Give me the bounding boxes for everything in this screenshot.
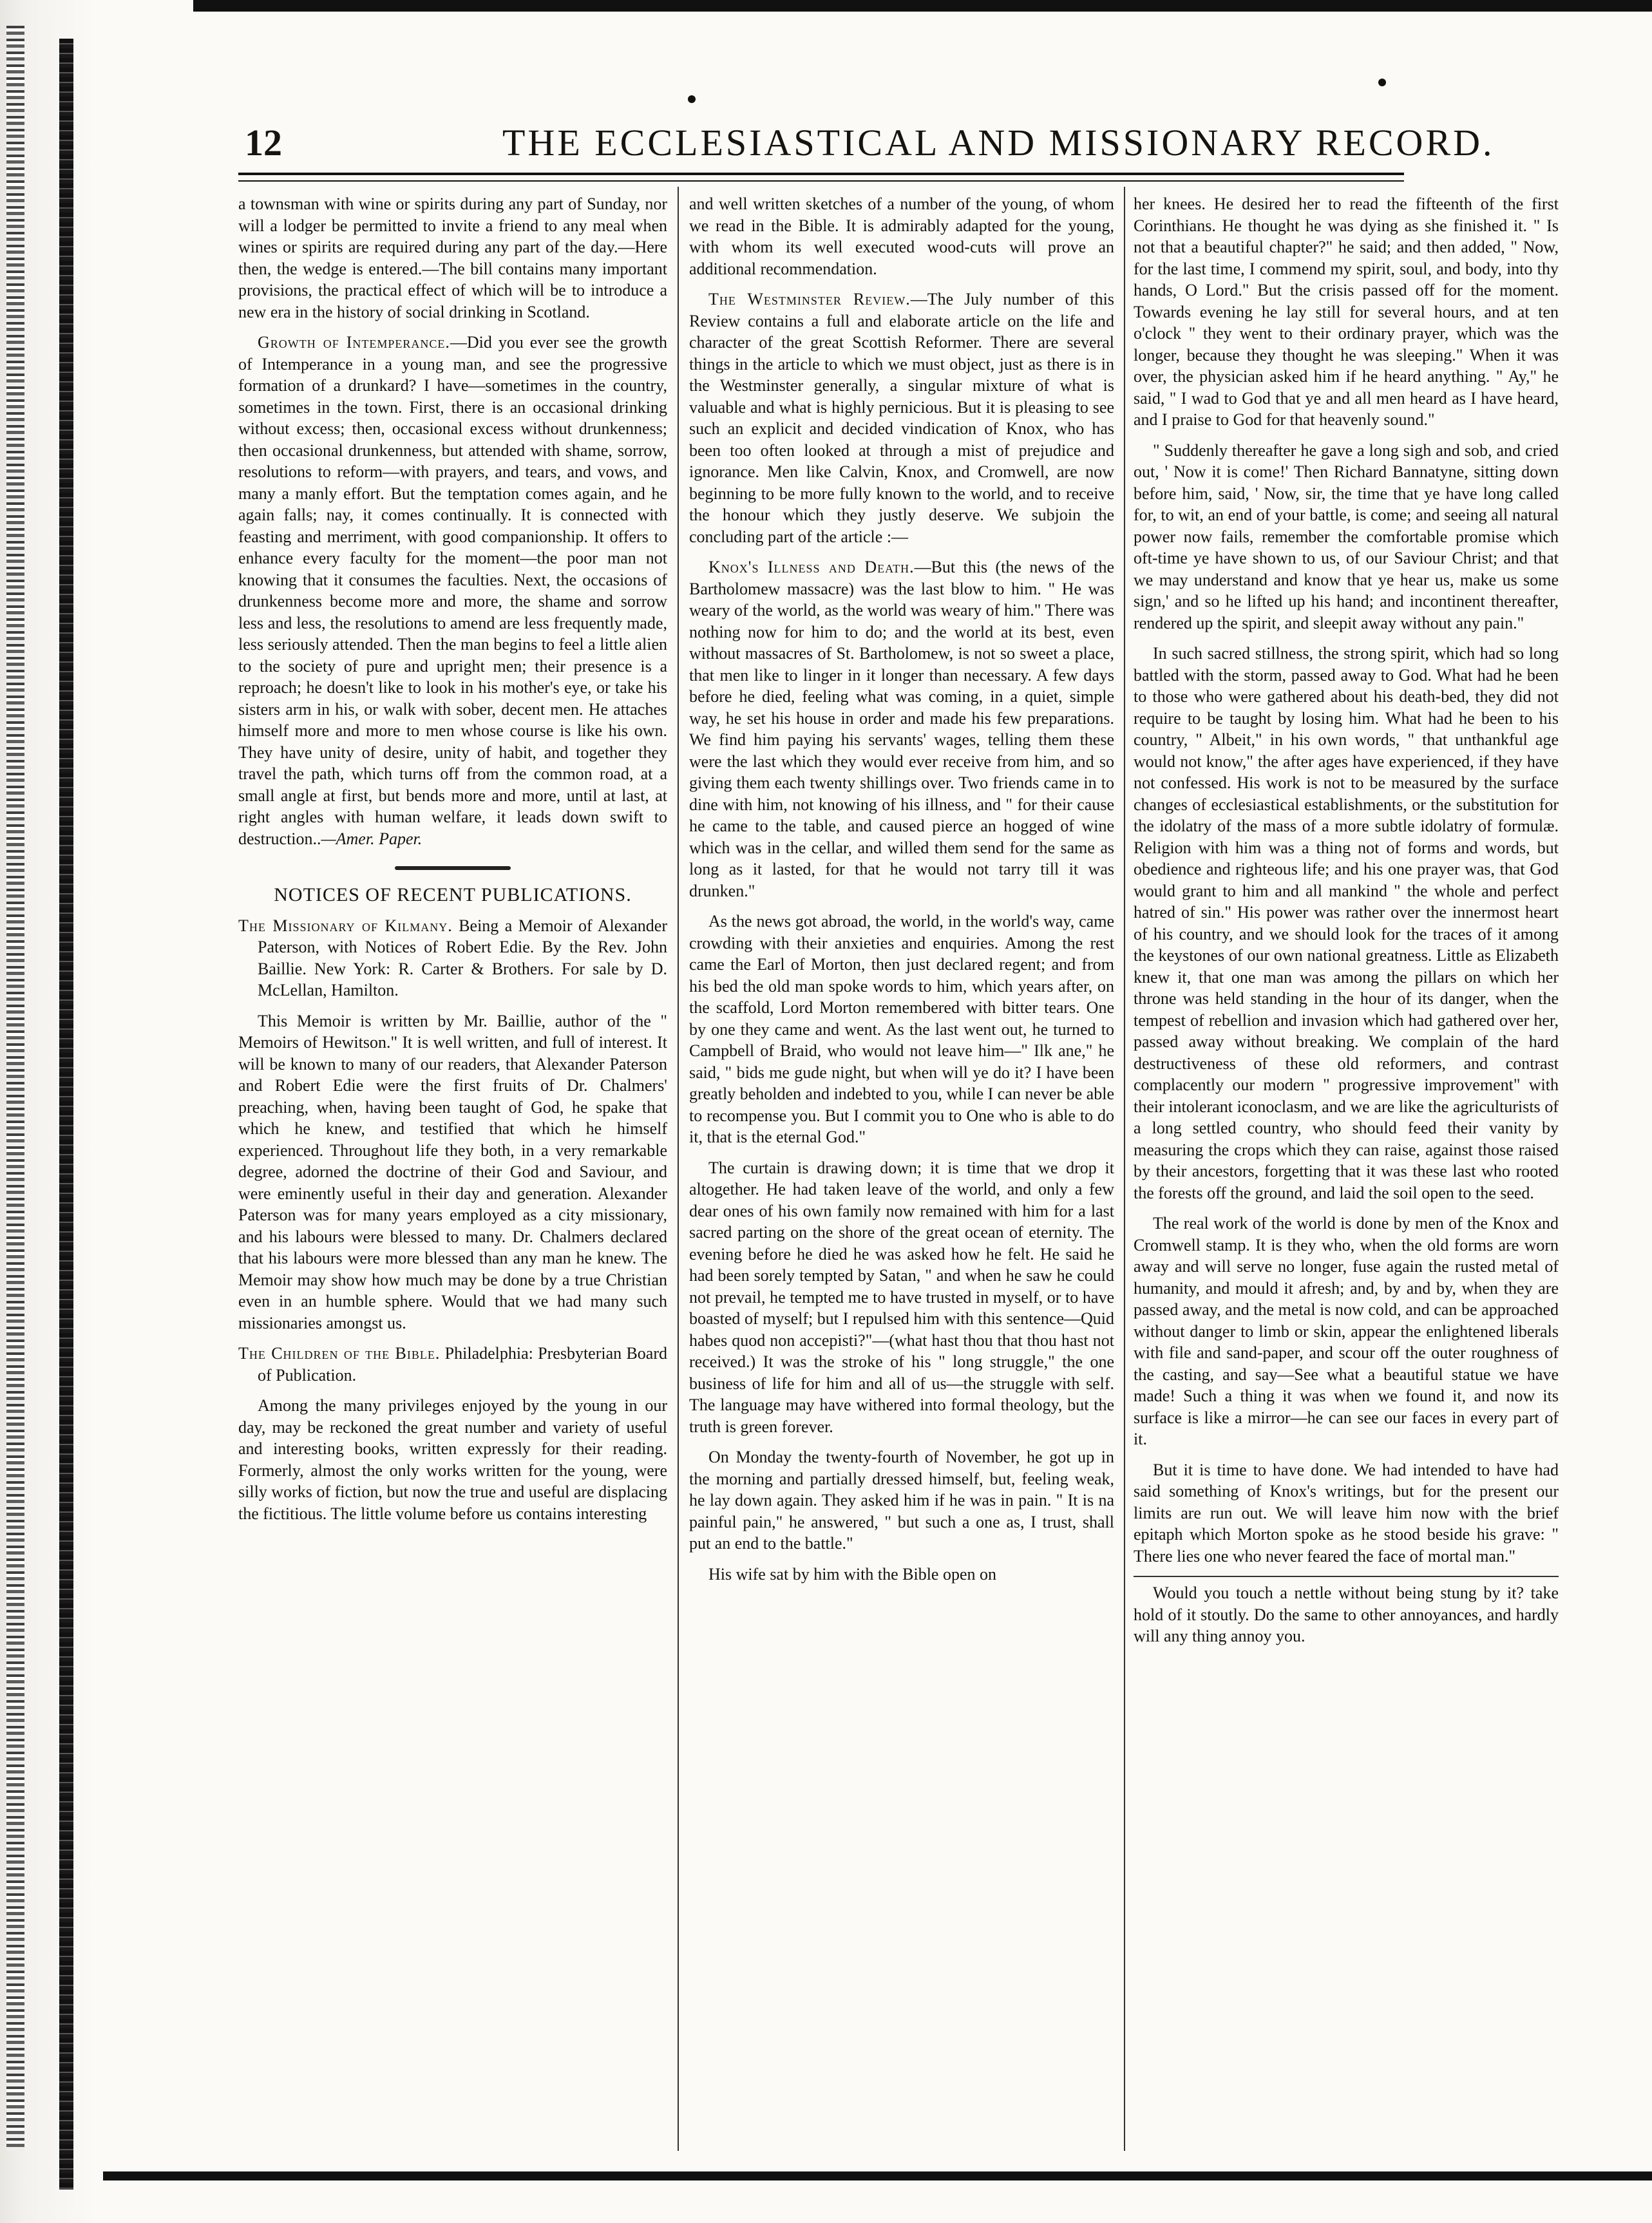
page-number: 12: [245, 122, 282, 164]
article-source: —Amer. Paper.: [321, 829, 422, 848]
book-review: This Memoir is written by Mr. Baillie, author of the " Memoirs of Hewitson." It is well written, and full of interest. It will be known to many of our readers, that Alexander Paterson and Robert Edie were the first fruits of Dr. Chalmers' preaching, when, having been taught of God, he spake that which he knew, and testified that which he himself experienced. Throughout life they both, in a very remarkable degree, adorned the doctrine of their God and Saviour, and were eminently useful in their day and generation. Alexander Paterson was for many years employed as a city missionary, and his labours were blessed to many. Dr. Chalmers declared that his labours were more blessed than any man he knew. The Memoir may show how much may be done by a true Christian even in an humble sphere. Would that we had many such missionaries amongst us.: [238, 1011, 667, 1332]
paragraph: The real work of the world is done by men of the Knox and Cromwell stamp. It is they who, when the old forms are worn away and will serve no longer, fuse again the rusted metal of humanity, and mould it afresh; and, by and by, when they are passed away, and the metal is now cold, and can be approached without danger to limb or skin, appear the enlightened liberals with file and sand-paper, and scour off the outer roughness of the casting, and say—See what a beautiful statue we have made! Such a thing it was when we found it, and now its surface is like a mirror—he can see our faces in every part of it.: [1134, 1214, 1559, 1448]
book-entry-heading: [238, 915, 667, 1001]
article-heading: The Westminster Review.: [708, 290, 911, 308]
paragraph: The curtain is drawing down; it is time that we drop it altogether. He had taken leave of the world, and only a few dear ones of his own family now remained with him for a last sacred parting on the shore of the great ocean of eternity. The evening before he died he was asked how he felt. He said he had been sorely tempted by Satan, " and when he saw he could not prevail, he tempted me to have trusted in myself, or to have boasted of myself; but I repulsed him with this sentence—Quid habes quod non accepisti?"—(what hast thou that thou hast not received.) It was the stroke of his " long struggle," the one business of life for him and all of us—the struggle with self. The language may have withered into formal theology, but the truth is green forever.: [689, 1158, 1114, 1436]
binding-shadow: [59, 39, 73, 2190]
paragraph: " Suddenly thereafter he gave a long sigh and sob, and cried out, ' Now it is come!' Then Richard Bannatyne, sitting down before him, said, ' Now, sir, the time that ye have long called for, to wit, an end of your battle, is come; and seeing all natural power now fails, remember the comfortable promise which oft-time ye have shown to us, of our Saviour Christ; and that we may understand and know that ye hear us, make us some sign,' and so he lifted up his hand; and incontinent thereafter, rendered up the spirit, and sleepit away without any pain.": [1134, 440, 1559, 632]
book-title: The Missionary of Kilmany.: [238, 916, 453, 935]
top-border: [193, 0, 1652, 12]
article-text: —But this (the news of the Bartholomew massacre) was the last blow to him. " He was weary of the world, as the world was weary of him." There was nothing now for him to do; and the world at its best, even without massacres of St. Bartholomew, is not so sweet a place, that men like to linger in it longer than necessary. A few days before he died, feeling what was coming, in a quiet, simple way, he set his house in order and made his few preparations. We find him paying his servants' wages, telling them these were the last which they would ever receive from him, and so giving them each twenty shillings over. Two friends came in to dine with him, not knowing of his illness, and " for their cause he came to the table, and caused pierce an hogged of wine which was in the cellar, and willed them send for the same as long as it lasted, for that he would not tarry till it was drunken.": [689, 558, 1114, 900]
book-details: Philadelphia: Presbyterian Board of Publication.: [258, 1344, 667, 1385]
article-heading: Growth of Intemperance.: [258, 333, 450, 352]
article-knox-illness: [689, 556, 1114, 902]
bottom-border: [103, 2171, 1652, 2180]
paragraph: her knees. He desired her to read the fifteenth of the first Corinthians. He thought he was dying as she finished it. " Is not that a beautiful chapter?" he said; and then added, " Now, for the last time, I commend my spirit, soul, and body, into thy hands, O Lord." But the crisis passed off for the moment. Towards evening he lay still for several hours, and at ten o'clock " they went to their ordinary prayer, which was the longer, because they thought he was sleeping." When it was over, the physician asked him if he heard anything. " Ay," he said, " I wad to God that ye and all men heard as I have heard, and I praise to God for that heavenly sound.": [1134, 194, 1559, 429]
paragraph: As the news got abroad, the world, in the world's way, came crowding with their anxieties and enquiries. Among the rest came the Earl of Morton, then just declared regent; and from his bed the old man spoke words to him, which years after, on the scaffold, Lord Morton remembered with bitter tears. One by one they came and went. As the last went out, he turned to Campbell of Braid, who would not leave him—" Ilk ane," he said, " bids me gude night, but when will ye do it? I have been greatly beholden and indebted to you, while I can never be able to recompense you. But I commit you to One who is able to do it, that is the eternal God.": [689, 912, 1114, 1146]
paragraph: In such sacred stillness, the strong spirit, which had so long battled with the storm, passed away to God. What had he been to those who were gathered about his death-bed, they did not require to be taught by losing him. What had he been to his country, " Albeit," in his own words, " that unthankful age would not know," the after ages have experienced, if they have not confessed. His work is not to be measured by the surface changes of ecclesiastical establishments, or the substitution for the idolatry of the mass of a more subtle idolatry of formulæ. Religion with him was a thing not of forms and words, but obedience and righteous life; and his one prayer was, that God would grant to him and all mankind " the whole and perfect hatred of sin." His power was rather over the innermost heart of his country, and we should look for the traces of it among the keystones of our own national greatness. Little as Elizabeth knew it, that one man was among the pillars on which her throne was held standing in the hour of its danger, when the tempest of rebellion and invasion which had gathered over her, passed away without breaking. We complain of the hard destructiveness of these old reformers, and contrast complacently our modern " progressive improvement" with their intolerant iconoclasm, and we are like the agriculturists of a long settled country, who should feed their vanity by measuring the crops which they can raise, against those raised by their ancestors, forgetting that it was these last who rooted the forests off the ground, and laid the soil open to the seed.: [1134, 644, 1559, 1202]
ink-speck: [688, 95, 696, 103]
paragraph: On Monday the twenty-fourth of November, he got up in the morning and partially dressed himself, but, feeling weak, he lay down again. They asked him if he was in pain. " It is na painful pain," he answered, " but such a one as, I trust, shall put an end to the battle.": [689, 1448, 1114, 1553]
ink-speck: [1378, 79, 1386, 86]
paragraph: His wife sat by him with the Bible open on: [708, 1564, 997, 1584]
section-divider: [395, 866, 511, 870]
column-2: [689, 193, 1114, 1594]
column-divider: [1124, 187, 1125, 2151]
article-heading: Knox's Illness and Death.: [708, 558, 915, 576]
paragraph: and well written sketches of a number of the young, of whom we read in the Bible. It is admirably adapted for the young, with whom its well executed wood-cuts will prove an additional recommendation.: [689, 194, 1114, 278]
paragraph: a townsman with wine or spirits during any part of Sunday, nor will a lodger be permitted to invite a friend to any meal when wines or spirits are required during any part of the day.—Here then, the wedge is entered.—The bill contains many important provisions, the practical effect of which will be to introduce a new era in the history of social drinking in Scotland.: [238, 194, 667, 321]
column-1: [238, 193, 667, 1533]
binding-gutter: [6, 26, 24, 2151]
section-heading: NOTICES OF RECENT PUBLICATIONS.: [274, 884, 632, 905]
column-3: [1134, 193, 1559, 1656]
paragraph: But it is time to have done. We had intended to have had said something of Knox's writings, but for the present our limits are run out. We will leave him now with the brief epitaph which Morton spoke as he stood beside his grave: " There lies one who never feared the face of mortal man.": [1134, 1460, 1559, 1566]
book-title: The Children of the Bible.: [238, 1344, 441, 1363]
article-growth-of-intemperance: [238, 332, 667, 849]
article-text: —Did you ever see the growth of Intemperance in a young man, and see the progressive formation of a drunkard? I have—sometimes in the country, sometimes in the town. First, there is an occasional drinking without excess; then, occasional excess without drunkenness; then occasional drunkenness, but attended with shame, sorrow, resolutions to reform—with prayers, and tears, and vows, and many a manly effort. But the temptation comes again, and he again falls; nay, it comes continually. It is connected with feasting and merriment, with good companionship. It offers to enhance every faculty for the moment—the poor man not knowing that it consumes the faculties. Next, the occasions of drunkenness become more and more, the shame and sorrow less and less, the resolutions to amend are less frequently made, less seriously attended. Then the man begins to feel a little alien to the society of pure and upright men; their presence is a reproach; he doesn't like to look in his mother's eye, or take his sisters arm in his, or walk with sober, decent men. He attaches himself more and more to men whose course is like his own. They have unity of desire, unity of habit, and together they travel the path, which turns off from the common road, at a small angle at first, but bends more and more, until at last, at right angles with human welfare, it leads down swift to destruction..: [238, 333, 668, 848]
header-rule: [238, 173, 1404, 182]
filler-note: Would you touch a nettle without being stung by it? take hold of it stoutly. Do the same to other annoyances, and hardly will any thing annoy you.: [1134, 1576, 1559, 1647]
column-divider: [678, 187, 679, 2151]
book-review: Among the many privileges enjoyed by the young in our day, may be reckoned the great number and variety of useful and interesting books, written expressly for their reading. Formerly, almost the only works written for the young, were silly works of fiction, but now the true and useful are displacing the fictitious. The little volume before us contains interesting: [238, 1396, 667, 1523]
article-westminster-review: [689, 289, 1114, 547]
book-details: Being a Memoir of Alexander Paterson, with Notices of Robert Edie. By the Rev. John Baillie. New York: R. Carter & Brothers. For sale by D. McLellan, Hamilton.: [258, 916, 668, 999]
page-header: [180, 121, 1623, 173]
running-title: THE ECCLESIASTICAL AND MISSIONARY RECORD.: [502, 122, 1495, 164]
article-text: —The July number of this Review contains a full and elaborate article on the life and character of the great Scottish Reformer. There are several things in the article to which we must object, just as there is in the Westminster generally, a singular mixture of what is valuable and what is highly pernicious. But it is pleasing to see such an explicit and decided vindication of Knox, who has been too often looked at through a mist of prejudice and ignorance. Men like Calvin, Knox, and Cromwell, are now beginning to be more fully known to the world, and to receive the honour which they justly deserve. We subjoin the concluding part of the article :—: [689, 290, 1114, 546]
book-entry-heading: [238, 1343, 667, 1386]
